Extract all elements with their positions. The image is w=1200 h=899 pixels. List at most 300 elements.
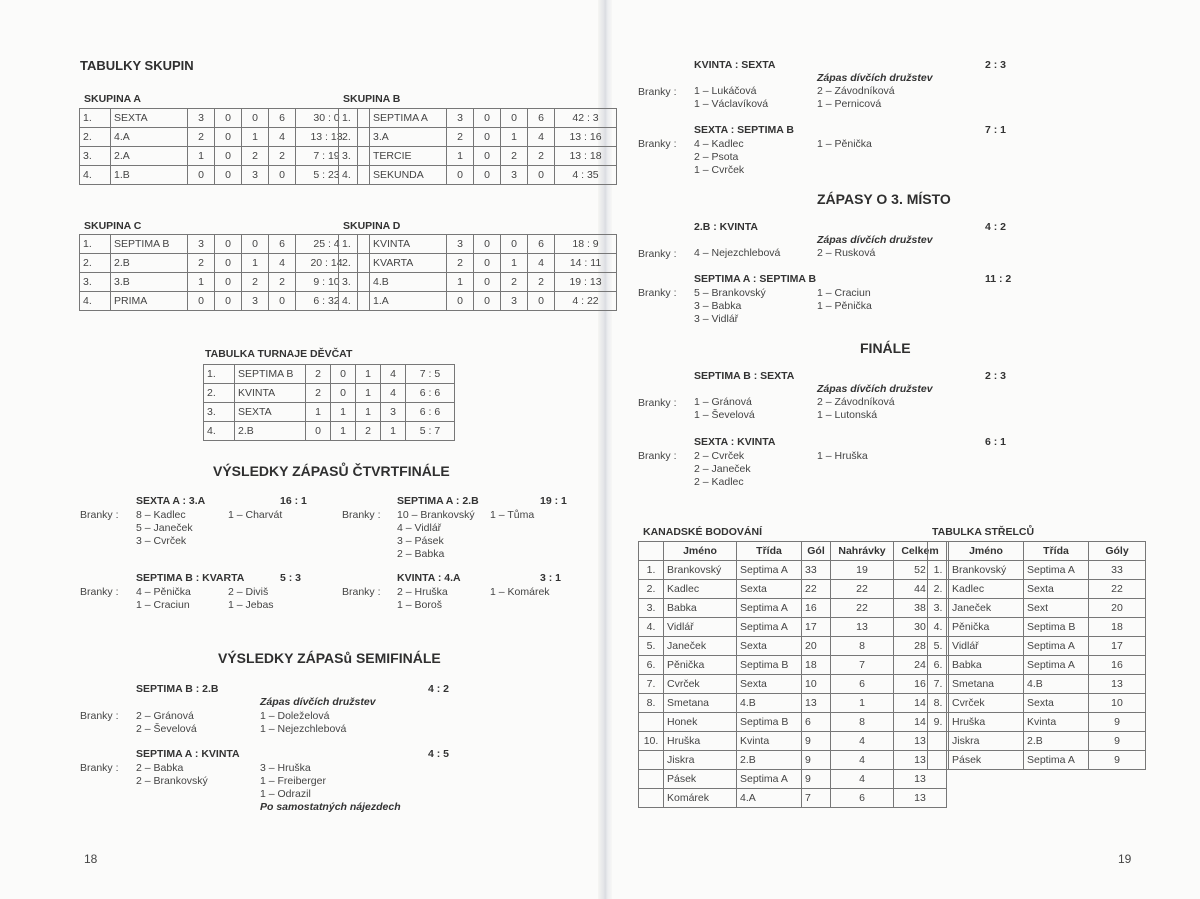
strelci-table xyxy=(927,541,1146,770)
sf2-note: Po samostatných nájezdech xyxy=(260,801,401,813)
table-cell: 22 xyxy=(831,599,894,618)
table-row xyxy=(339,292,617,311)
table-cell: SEKUNDA xyxy=(370,166,447,185)
table-cell: Septima B xyxy=(737,656,802,675)
table-cell: 13 xyxy=(894,732,947,751)
table-cell xyxy=(928,751,949,770)
qf2-teams: SEPTIMA A : 2.B xyxy=(397,495,479,507)
table-cell: 0 xyxy=(215,273,242,292)
table-cell: 1. xyxy=(204,365,235,384)
table-cell: Septima A xyxy=(737,618,802,637)
final2-col2 xyxy=(817,450,868,463)
table-cell: 1 xyxy=(306,403,331,422)
table-cell xyxy=(639,751,664,770)
table-cell: Pěnička xyxy=(949,618,1024,637)
table-cell: 19 xyxy=(831,561,894,580)
scorer-line: 2 – Cvrček xyxy=(694,450,745,462)
table-row xyxy=(639,599,947,618)
table-cell: 1 xyxy=(831,694,894,713)
scorer-line: 2 – Babka xyxy=(136,762,184,774)
scorer-line: 3 – Hruška xyxy=(260,762,311,774)
table-cell: Pásek xyxy=(949,751,1024,770)
table-cell: 4 : 35 xyxy=(555,166,617,185)
table-cell: 9 xyxy=(1089,732,1146,751)
table-row xyxy=(339,235,617,254)
table-cell: 6 xyxy=(269,235,296,254)
table-cell: 0 xyxy=(474,292,501,311)
scorer-line: 3 – Cvrček xyxy=(136,535,187,547)
table-cell: Pásek xyxy=(664,770,737,789)
table-cell: 1.B xyxy=(111,166,188,185)
table-cell: Kadlec xyxy=(664,580,737,599)
table-cell: 16 xyxy=(1089,656,1146,675)
table-row xyxy=(639,675,947,694)
table-cell: 8. xyxy=(639,694,664,713)
scorer-line: 1 – Gránová xyxy=(694,396,752,408)
rsf2-col2 xyxy=(817,138,872,151)
table-cell: 22 xyxy=(831,580,894,599)
table-row xyxy=(80,273,358,292)
scorer-line: 1 – Jebas xyxy=(228,599,274,611)
table-cell: 30 xyxy=(894,618,947,637)
table-cell: 20 : 14 xyxy=(296,254,358,273)
table-cell: 2 xyxy=(528,273,555,292)
table-cell: 0 xyxy=(474,235,501,254)
third1-teams: 2.B : KVINTA xyxy=(694,221,758,233)
table-cell: Janeček xyxy=(664,637,737,656)
scorer-line: 2 – Gránová xyxy=(136,710,194,722)
table-cell: SEPTIMA B xyxy=(111,235,188,254)
sf2-score: 4 : 5 xyxy=(428,748,450,760)
table-cell: 2 xyxy=(306,384,331,403)
table-cell: Komárek xyxy=(664,789,737,808)
table-cell: 2 xyxy=(188,128,215,147)
table-cell: Vidlář xyxy=(664,618,737,637)
table-cell: 44 xyxy=(894,580,947,599)
sf1-note: Zápas dívčích družstev xyxy=(260,696,376,708)
table-row xyxy=(204,403,455,422)
table-cell: 4 xyxy=(528,254,555,273)
table-cell: 1 xyxy=(356,403,381,422)
column-header xyxy=(639,542,664,561)
table-cell: 8 xyxy=(831,637,894,656)
table-cell: 13 xyxy=(894,770,947,789)
scorer-line: 3 – Vidlář xyxy=(694,313,739,325)
final2-branky: Branky : xyxy=(638,450,677,462)
table-cell: 2.B xyxy=(1024,732,1089,751)
table-cell: 28 xyxy=(894,637,947,656)
table-cell: Sexta xyxy=(737,637,802,656)
sf1-branky: Branky : xyxy=(80,710,119,722)
table-cell: 2 xyxy=(269,147,296,166)
table-cell: 0 xyxy=(528,166,555,185)
table-cell: 3 xyxy=(188,235,215,254)
table-cell: 9 xyxy=(802,770,831,789)
table-cell: 1 xyxy=(242,128,269,147)
table-cell: 3. xyxy=(80,147,111,166)
table-cell: 1. xyxy=(80,109,111,128)
table-row xyxy=(339,254,617,273)
table-cell: SEXTA xyxy=(111,109,188,128)
table-cell: 0 xyxy=(188,292,215,311)
table-cell: 0 xyxy=(242,109,269,128)
table-cell: 1 xyxy=(447,273,474,292)
table-cell: 4 xyxy=(831,751,894,770)
table-cell: Sext xyxy=(1024,599,1089,618)
table-cell: 0 xyxy=(331,365,356,384)
qf3-col2 xyxy=(228,586,274,612)
scorer-line: 4 – Nejezchlebová xyxy=(694,247,781,259)
table-row xyxy=(928,694,1146,713)
rsf-teams: KVINTA : SEXTA xyxy=(694,59,776,71)
table-cell: 25 : 4 xyxy=(296,235,358,254)
table-cell: 33 xyxy=(1089,561,1146,580)
rsf-note: Zápas dívčích družstev xyxy=(817,72,933,84)
table-header-row xyxy=(928,542,1146,561)
table-row xyxy=(928,637,1146,656)
table-cell: 14 : 11 xyxy=(555,254,617,273)
table-cell: 3.B xyxy=(111,273,188,292)
table-cell: Pěnička xyxy=(664,656,737,675)
scorer-line: 10 – Brankovský xyxy=(397,509,475,521)
qf4-branky: Branky : xyxy=(342,586,381,598)
scorer-line: 1 – Charvát xyxy=(228,509,283,521)
table-cell: 0 xyxy=(188,166,215,185)
group-b-title: SKUPINA B xyxy=(343,93,401,105)
table-cell: Hruška xyxy=(664,732,737,751)
scorer-line: 4 – Vidlář xyxy=(397,522,442,534)
table-row xyxy=(639,751,947,770)
table-cell: 7. xyxy=(639,675,664,694)
table-cell: KVINTA xyxy=(235,384,306,403)
table-cell: 2.B xyxy=(111,254,188,273)
scorer-line: 5 – Brankovský xyxy=(694,287,766,299)
table-row xyxy=(80,166,358,185)
table-cell: 3.A xyxy=(370,128,447,147)
groups-title: TABULKY SKUPIN xyxy=(80,58,194,73)
table-cell: 2.B xyxy=(737,751,802,770)
qf4-score: 3 : 1 xyxy=(540,572,562,584)
table-cell: 3 xyxy=(501,292,528,311)
qf1-branky: Branky : xyxy=(80,509,119,521)
scorer-line: 1 – Boroš xyxy=(397,599,442,611)
table-cell: 2. xyxy=(204,384,235,403)
table-cell: 2. xyxy=(339,254,370,273)
table-cell: 4 xyxy=(528,128,555,147)
sf2-col1 xyxy=(136,762,208,788)
table-cell: 17 xyxy=(1089,637,1146,656)
table-row xyxy=(639,789,947,808)
table-cell: KVARTA xyxy=(370,254,447,273)
table-row xyxy=(639,694,947,713)
table-cell: 22 xyxy=(802,580,831,599)
table-cell: 0 xyxy=(215,235,242,254)
final-title: FINÁLE xyxy=(860,340,911,356)
table-cell: 18 xyxy=(802,656,831,675)
table-cell: 7 xyxy=(802,789,831,808)
table-cell: 0 xyxy=(215,166,242,185)
table-cell: Jiskra xyxy=(664,751,737,770)
table-cell: 1 xyxy=(501,254,528,273)
table-row xyxy=(339,128,617,147)
table-cell: 16 xyxy=(894,675,947,694)
table-cell: 6 : 6 xyxy=(406,403,455,422)
sf1-col1 xyxy=(136,710,197,736)
table-cell: 2 xyxy=(447,128,474,147)
table-cell: 2. xyxy=(80,128,111,147)
table-cell: 1 xyxy=(188,147,215,166)
table-row xyxy=(339,147,617,166)
rsf-branky: Branky : xyxy=(638,86,677,98)
table-cell: 9 xyxy=(1089,713,1146,732)
table-cell: 4. xyxy=(639,618,664,637)
table-cell: 4.B xyxy=(737,694,802,713)
scorer-line: 2 – Psota xyxy=(694,151,739,163)
table-cell: 6 xyxy=(831,675,894,694)
table-row xyxy=(639,637,947,656)
table-cell: 1 xyxy=(188,273,215,292)
table-cell: Janeček xyxy=(949,599,1024,618)
table-row xyxy=(928,675,1146,694)
scorer-line: 2 – Diviš xyxy=(228,586,269,598)
group-a-title: SKUPINA A xyxy=(84,93,141,105)
table-cell: 2.B xyxy=(235,422,306,441)
rsf-score: 2 : 3 xyxy=(985,59,1007,71)
table-cell: Smetana xyxy=(949,675,1024,694)
table-row xyxy=(204,422,455,441)
group-a-table xyxy=(79,108,358,185)
group-b-table xyxy=(338,108,617,185)
table-cell: 4. xyxy=(339,292,370,311)
third2-teams: SEPTIMA A : SEPTIMA B xyxy=(694,273,817,285)
scorer-line: 1 – Pěnička xyxy=(817,138,872,150)
table-row xyxy=(639,561,947,580)
table-row xyxy=(928,580,1146,599)
table-cell: 0 xyxy=(242,235,269,254)
third2-branky: Branky : xyxy=(638,287,677,299)
table-cell: 30 : 0 xyxy=(296,109,358,128)
table-cell: 0 xyxy=(474,166,501,185)
table-cell: 2. xyxy=(339,128,370,147)
table-cell: 4. xyxy=(204,422,235,441)
table-row xyxy=(80,109,358,128)
scorer-line: 2 – Kadlec xyxy=(694,476,744,488)
rsf2-teams: SEXTA : SEPTIMA B xyxy=(694,124,794,136)
table-cell: 9. xyxy=(928,713,949,732)
table-cell: 3 xyxy=(381,403,406,422)
sf2-col2 xyxy=(260,762,326,801)
table-cell: Septima A xyxy=(1024,656,1089,675)
column-header: Třída xyxy=(737,542,802,561)
table-cell: 4. xyxy=(80,166,111,185)
table-cell: 3. xyxy=(639,599,664,618)
scorer-line: 1 – Craciun xyxy=(136,599,190,611)
table-cell: 1 xyxy=(242,254,269,273)
scorer-line: 4 – Kadlec xyxy=(694,138,744,150)
group-c-title: SKUPINA C xyxy=(84,220,142,232)
final1-col1 xyxy=(694,396,755,422)
table-cell: 13 xyxy=(1089,675,1146,694)
column-header: Nahrávky xyxy=(831,542,894,561)
table-cell: 6 xyxy=(528,109,555,128)
table-cell: 4. xyxy=(928,618,949,637)
third2-score: 11 : 2 xyxy=(985,273,1012,285)
column-header: Jméno xyxy=(664,542,737,561)
table-cell: Septima A xyxy=(737,770,802,789)
sf2-teams: SEPTIMA A : KVINTA xyxy=(136,748,240,760)
table-row xyxy=(204,365,455,384)
table-cell: 0 xyxy=(331,384,356,403)
table-cell: 4. xyxy=(80,292,111,311)
scorer-line: 1 – Nejezchlebová xyxy=(260,723,347,735)
table-cell: Sexta xyxy=(737,675,802,694)
table-cell: Kadlec xyxy=(949,580,1024,599)
table-row xyxy=(204,384,455,403)
table-cell: 2 xyxy=(306,365,331,384)
table-cell: 2 xyxy=(242,273,269,292)
page-number-right: 19 xyxy=(1118,852,1132,866)
table-row xyxy=(639,770,947,789)
qf1-score: 16 : 1 xyxy=(280,495,307,507)
table-cell: Sexta xyxy=(737,580,802,599)
table-cell: 2 xyxy=(447,254,474,273)
table-cell: 6 xyxy=(269,109,296,128)
final1-col2 xyxy=(817,396,895,422)
table-cell: 20 xyxy=(1089,599,1146,618)
table-row xyxy=(928,599,1146,618)
table-cell: 4 xyxy=(269,254,296,273)
rsf-col2 xyxy=(817,85,895,111)
table-cell: 9 : 10 xyxy=(296,273,358,292)
table-cell: 1 xyxy=(447,147,474,166)
strelci-title: TABULKA STŘELCŮ xyxy=(932,526,1035,538)
table-cell: 4.A xyxy=(737,789,802,808)
final1-note: Zápas dívčích družstev xyxy=(817,383,933,395)
table-cell: 1. xyxy=(80,235,111,254)
final1-score: 2 : 3 xyxy=(985,370,1007,382)
column-header: Gól xyxy=(802,542,831,561)
scorer-line: 1 – Doleželová xyxy=(260,710,330,722)
table-cell: 1 xyxy=(356,365,381,384)
column-header: Jméno xyxy=(949,542,1024,561)
column-header: Góly xyxy=(1089,542,1146,561)
table-cell: 4 xyxy=(831,770,894,789)
third2-col1 xyxy=(694,287,766,326)
qf2-col1 xyxy=(397,509,475,561)
qf2-score: 19 : 1 xyxy=(540,495,567,507)
scorer-line: 2 – Závodníková xyxy=(817,396,895,408)
table-cell: Septima B xyxy=(737,713,802,732)
scorer-line: 2 – Brankovský xyxy=(136,775,208,787)
third1-branky: Branky : xyxy=(638,248,677,260)
table-cell: Babka xyxy=(949,656,1024,675)
table-cell: 0 xyxy=(474,128,501,147)
table-cell: 2 xyxy=(501,147,528,166)
table-cell: 0 xyxy=(447,166,474,185)
table-cell: 0 xyxy=(474,273,501,292)
table-cell: SEPTIMA B xyxy=(235,365,306,384)
column-header: Celkem xyxy=(894,542,947,561)
table-cell: 4. xyxy=(339,166,370,185)
table-cell: 2. xyxy=(80,254,111,273)
table-cell: 6. xyxy=(639,656,664,675)
table-cell: 7 : 19 xyxy=(296,147,358,166)
table-cell: Kvinta xyxy=(737,732,802,751)
table-row xyxy=(639,656,947,675)
table-cell: TERCIE xyxy=(370,147,447,166)
table-cell: 1. xyxy=(639,561,664,580)
third1-score: 4 : 2 xyxy=(985,221,1007,233)
table-cell: 4.B xyxy=(1024,675,1089,694)
table-cell: Vidlář xyxy=(949,637,1024,656)
scorer-line: 2 – Babka xyxy=(397,548,445,560)
scorer-line: 5 – Janeček xyxy=(136,522,193,534)
scorer-line: 4 – Pěnička xyxy=(136,586,191,598)
scorer-line: 1 – Pěnička xyxy=(817,300,872,312)
table-cell: 4 : 22 xyxy=(555,292,617,311)
table-cell: 0 xyxy=(215,109,242,128)
table-row xyxy=(639,732,947,751)
sf1-score: 4 : 2 xyxy=(428,683,450,695)
table-cell: 13 : 18 xyxy=(555,147,617,166)
table-cell: 6 : 32 xyxy=(296,292,358,311)
table-cell: 0 xyxy=(474,109,501,128)
sf1-teams: SEPTIMA B : 2.B xyxy=(136,683,219,695)
table-cell: 5 : 7 xyxy=(406,422,455,441)
table-row xyxy=(928,732,1146,751)
table-row xyxy=(639,580,947,599)
table-cell: 1.A xyxy=(370,292,447,311)
table-cell: 9 xyxy=(802,732,831,751)
table-cell: 33 xyxy=(802,561,831,580)
table-cell: Septima B xyxy=(1024,618,1089,637)
table-cell: 13 : 16 xyxy=(555,128,617,147)
table-cell: 3. xyxy=(204,403,235,422)
table-cell: Cvrček xyxy=(664,675,737,694)
table-cell: 10. xyxy=(639,732,664,751)
table-cell: 4 xyxy=(381,384,406,403)
table-cell: 1. xyxy=(339,235,370,254)
table-cell: 5. xyxy=(928,637,949,656)
scorer-line: 1 – Craciun xyxy=(817,287,871,299)
qf2-branky: Branky : xyxy=(342,509,381,521)
table-cell: 13 xyxy=(831,618,894,637)
rsf2-col1 xyxy=(694,138,744,177)
final1-teams: SEPTIMA B : SEXTA xyxy=(694,370,795,382)
table-cell: 3 xyxy=(188,109,215,128)
group-d-title: SKUPINA D xyxy=(343,220,401,232)
table-cell: 4.A xyxy=(111,128,188,147)
table-cell: 2 xyxy=(528,147,555,166)
table-cell: 0 xyxy=(306,422,331,441)
table-cell: 7 : 5 xyxy=(406,365,455,384)
table-cell: 2 xyxy=(356,422,381,441)
girls-table-title: TABULKA TURNAJE DĚVČAT xyxy=(205,348,353,360)
table-cell: 42 : 3 xyxy=(555,109,617,128)
table-cell: 22 xyxy=(1089,580,1146,599)
table-cell: Brankovský xyxy=(949,561,1024,580)
scorer-line: 1 – Václavíková xyxy=(694,98,769,110)
scorer-line: 1 – Hruška xyxy=(817,450,868,462)
table-cell: Septima A xyxy=(737,599,802,618)
table-cell: 5. xyxy=(639,637,664,656)
column-header: Třída xyxy=(1024,542,1089,561)
table-cell: 4.B xyxy=(370,273,447,292)
table-cell: 6. xyxy=(928,656,949,675)
table-cell: 3 xyxy=(242,292,269,311)
table-cell: Honek xyxy=(664,713,737,732)
table-cell: 13 xyxy=(802,694,831,713)
